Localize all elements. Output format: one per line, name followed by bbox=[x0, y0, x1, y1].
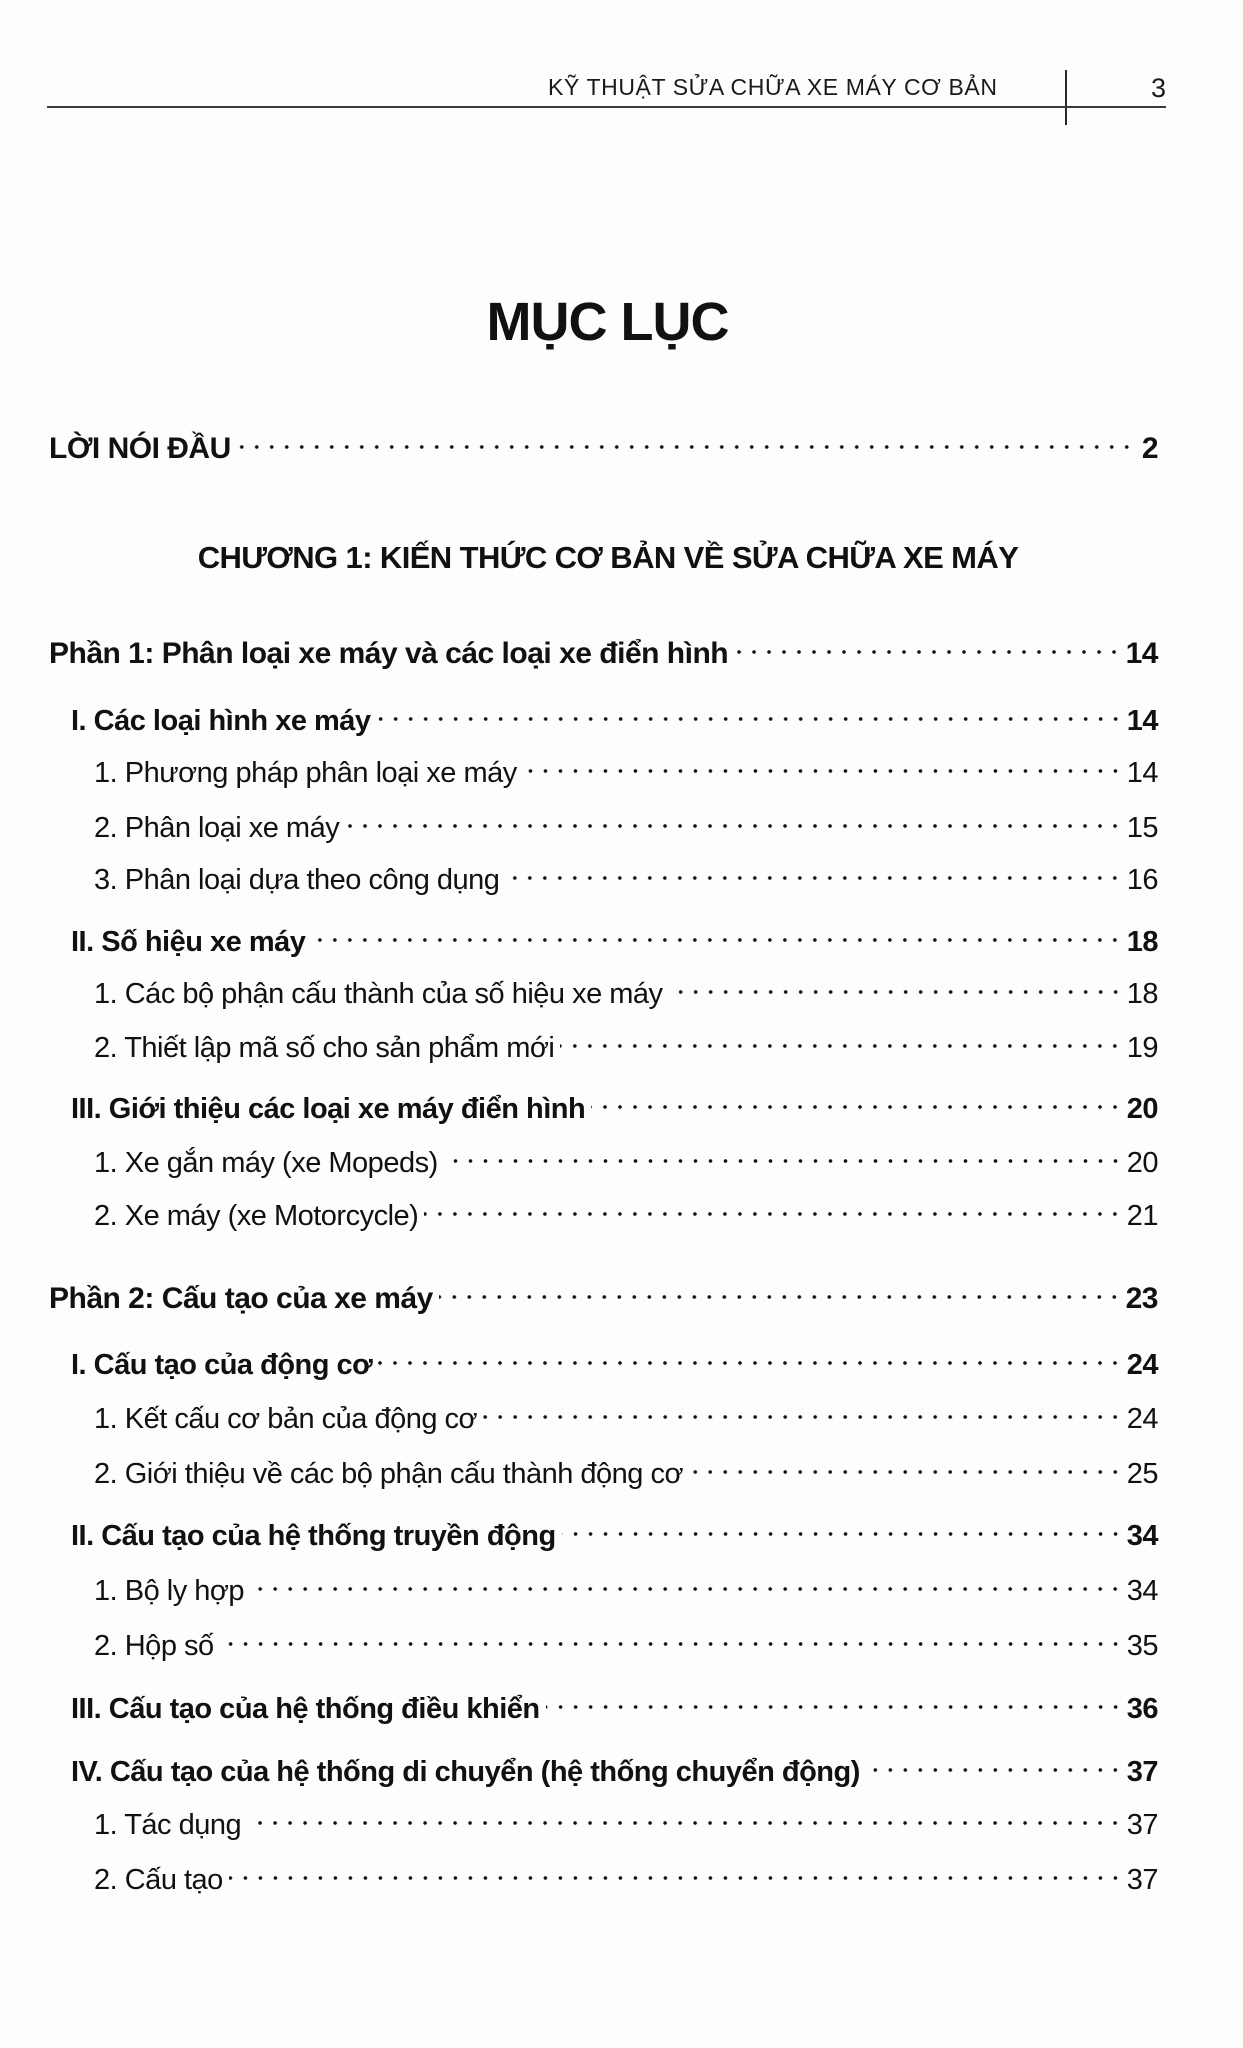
dot-leader bbox=[345, 797, 1123, 837]
toc-entry-page: 18 bbox=[1126, 926, 1158, 958]
toc-entry-page: 14 bbox=[1126, 705, 1158, 737]
toc-entry-section[interactable] bbox=[71, 1741, 1158, 1788]
toc-entry-section[interactable] bbox=[71, 1678, 1158, 1725]
dot-leader bbox=[591, 1078, 1123, 1118]
dot-leader bbox=[866, 1741, 1123, 1781]
toc-entry-page: 24 bbox=[1126, 1403, 1158, 1435]
dot-leader bbox=[669, 963, 1123, 1003]
toc-entry-label: III. Giới thiệu các loại xe máy điển hình bbox=[71, 1093, 586, 1125]
toc-entry-label: IV. Cấu tạo của hệ thống di chuyển (hệ thống chuyển động) bbox=[71, 1756, 860, 1788]
toc-entry-label: 2. Cấu tạo bbox=[94, 1864, 223, 1896]
toc-entry-preface[interactable] bbox=[49, 418, 1158, 465]
toc-entry-page: 36 bbox=[1126, 1693, 1158, 1725]
toc-entry-page: 37 bbox=[1126, 1864, 1158, 1896]
toc-entry-subsection[interactable] bbox=[94, 797, 1158, 844]
dot-leader bbox=[220, 1615, 1123, 1655]
toc-entry-page: 25 bbox=[1126, 1458, 1158, 1490]
toc-entry-label: Phần 2: Cấu tạo của xe máy bbox=[49, 1282, 433, 1315]
toc-entry-subsection[interactable] bbox=[94, 1132, 1158, 1179]
toc-entry-section[interactable] bbox=[71, 1078, 1158, 1125]
toc-entry-page: 37 bbox=[1126, 1809, 1158, 1841]
toc-entry-label: 2. Thiết lập mã số cho sản phẩm mới bbox=[94, 1032, 555, 1064]
toc-entry-label: 1. Các bộ phận cấu thành của số hiệu xe máy bbox=[94, 978, 663, 1010]
toc-entry-label: 2. Phân loại xe máy bbox=[94, 812, 340, 844]
toc-entry-part-2[interactable] bbox=[49, 1268, 1158, 1315]
toc-entry-label: LỜI NÓI ĐẦU bbox=[49, 432, 231, 465]
toc-entry-label: II. Số hiệu xe máy bbox=[71, 926, 306, 958]
toc-entry-subsection[interactable] bbox=[94, 1794, 1158, 1841]
dot-leader bbox=[424, 1185, 1122, 1225]
running-header-title: KỸ THUẬT SỬA CHỮA XE MÁY CƠ BẢN bbox=[548, 74, 998, 100]
toc-entry-section[interactable] bbox=[71, 1334, 1158, 1381]
dot-leader bbox=[439, 1268, 1122, 1308]
toc-entry-page: 37 bbox=[1126, 1756, 1158, 1788]
toc-entry-page: 2 bbox=[1141, 432, 1158, 465]
toc-entry-page: 34 bbox=[1126, 1575, 1158, 1607]
toc-entry-page: 35 bbox=[1126, 1630, 1158, 1662]
toc-title: MỤC LỤC bbox=[486, 292, 729, 352]
toc-entry-subsection[interactable] bbox=[94, 1017, 1158, 1064]
toc-entry-subsection[interactable] bbox=[94, 963, 1158, 1010]
toc-entry-label: I. Các loại hình xe máy bbox=[71, 705, 371, 737]
toc-entry-label: Phần 1: Phân loại xe máy và các loại xe điển hình bbox=[49, 637, 729, 670]
toc-entry-page: 14 bbox=[1126, 757, 1158, 789]
dot-leader bbox=[247, 1794, 1123, 1834]
dot-leader bbox=[734, 623, 1122, 663]
running-header-page-number: 3 bbox=[1150, 73, 1166, 103]
dot-leader bbox=[311, 911, 1122, 951]
toc-entry-page: 16 bbox=[1126, 864, 1158, 896]
chapter-heading: CHƯƠNG 1: KIẾN THỨC CƠ BẢN VỀ SỬA CHỮA XE MÁY bbox=[197, 540, 1019, 575]
dot-leader bbox=[237, 418, 1134, 458]
toc-entry-subsection[interactable] bbox=[94, 1388, 1158, 1435]
toc-entry-label: 2. Giới thiệu về các bộ phận cấu thành động cơ bbox=[94, 1458, 683, 1490]
toc-entry-label: 2. Hộp số bbox=[94, 1630, 214, 1662]
toc-entry-subsection[interactable] bbox=[94, 742, 1158, 789]
dot-leader bbox=[523, 742, 1123, 782]
toc-entry-label: 1. Phương pháp phân loại xe máy bbox=[94, 757, 517, 789]
toc-entry-page: 23 bbox=[1125, 1282, 1158, 1315]
toc-entry-label: 1. Xe gắn máy (xe Mopeds) bbox=[94, 1147, 438, 1179]
toc-entry-part-1[interactable] bbox=[49, 623, 1158, 670]
toc-entry-label: I. Cấu tạo của động cơ bbox=[71, 1349, 373, 1381]
toc-entry-subsection[interactable] bbox=[94, 1849, 1158, 1896]
running-header bbox=[0, 0, 1243, 130]
dot-leader bbox=[546, 1678, 1123, 1718]
header-divider-bar bbox=[1065, 70, 1067, 125]
dot-leader bbox=[250, 1560, 1123, 1600]
toc-entry-label: III. Cấu tạo của hệ thống điều khiển bbox=[71, 1693, 540, 1725]
dot-leader bbox=[562, 1505, 1123, 1545]
toc-entry-page: 18 bbox=[1126, 978, 1158, 1010]
dot-leader bbox=[444, 1132, 1123, 1172]
dot-leader bbox=[378, 1334, 1122, 1374]
toc-entry-page: 21 bbox=[1126, 1200, 1158, 1232]
toc-entry-subsection[interactable] bbox=[94, 1443, 1158, 1490]
toc-entry-label: 1. Kết cấu cơ bản của động cơ bbox=[94, 1403, 478, 1435]
toc-entry-subsection[interactable] bbox=[94, 849, 1158, 896]
toc-entry-section[interactable] bbox=[71, 690, 1158, 737]
dot-leader bbox=[689, 1443, 1123, 1483]
toc-entry-label: 1. Tác dụng bbox=[94, 1809, 242, 1841]
toc-entry-page: 24 bbox=[1126, 1349, 1158, 1381]
toc-entry-label: 1. Bộ ly hợp bbox=[94, 1575, 245, 1607]
toc-entry-label: II. Cấu tạo của hệ thống truyền động bbox=[71, 1520, 556, 1552]
toc-entry-page: 15 bbox=[1126, 812, 1158, 844]
toc-entry-subsection[interactable] bbox=[94, 1615, 1158, 1662]
dot-leader bbox=[229, 1849, 1123, 1889]
toc-entry-page: 20 bbox=[1126, 1093, 1158, 1125]
toc-entry-section[interactable] bbox=[71, 911, 1158, 958]
toc-entry-label: 2. Xe máy (xe Motorcycle) bbox=[94, 1200, 419, 1232]
toc-entry-section[interactable] bbox=[71, 1505, 1158, 1552]
dot-leader bbox=[377, 690, 1123, 730]
toc-entry-page: 14 bbox=[1125, 637, 1158, 670]
dot-leader bbox=[560, 1017, 1122, 1057]
toc-entry-page: 19 bbox=[1126, 1032, 1158, 1064]
toc-entry-page: 20 bbox=[1126, 1147, 1158, 1179]
toc-entry-subsection[interactable] bbox=[94, 1185, 1158, 1232]
toc-entry-subsection[interactable] bbox=[94, 1560, 1158, 1607]
header-rule bbox=[47, 106, 1166, 108]
dot-leader bbox=[505, 849, 1122, 889]
toc-entry-label: 3. Phân loại dựa theo công dụng bbox=[94, 864, 500, 896]
dot-leader bbox=[483, 1388, 1123, 1428]
toc-entry-page: 34 bbox=[1126, 1520, 1158, 1552]
